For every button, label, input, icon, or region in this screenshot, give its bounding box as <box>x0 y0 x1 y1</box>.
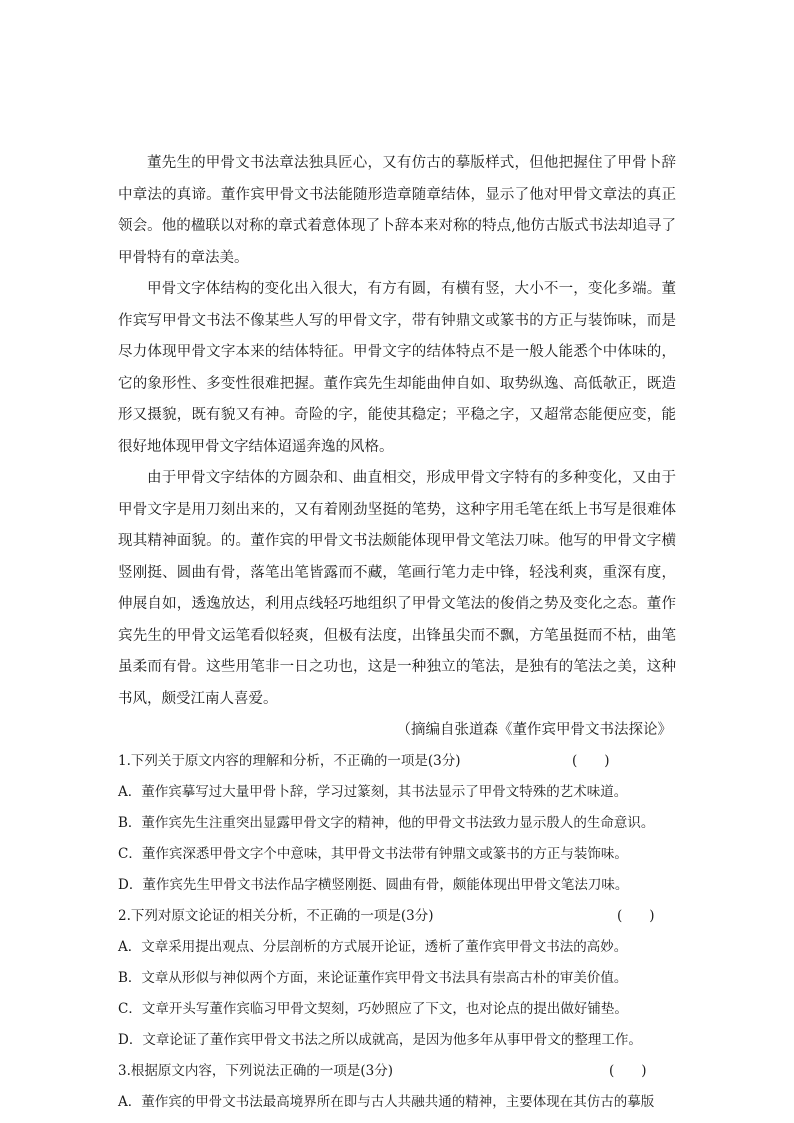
option-c: C．文章开头写董作宾临习甲骨文契刻，巧妙照应了下文，也对论点的提出做好铺垫。 <box>118 1001 628 1017</box>
question-3 <box>118 1056 676 1118</box>
option-d: D．文章论证了董作宾甲骨文书法之所以成就高，是因为他多年从事甲骨文的整理工作。 <box>118 1032 642 1048</box>
question-stem <box>118 746 676 777</box>
document-page <box>118 148 676 1118</box>
question-stem-text: 3.根据原文内容，下列说法正确的一项是(3分) <box>118 1063 394 1079</box>
question-stem-text: 2.下列对原文论证的相关分析，不正确的一项是(3分) <box>118 908 434 924</box>
question-stem <box>118 1056 676 1087</box>
question-1 <box>118 746 676 901</box>
option-b: B．文章从形似与神似两个方面，来论证董作宾甲骨文书法具有崇高古朴的审美价值。 <box>118 970 628 986</box>
question-stem <box>118 901 676 932</box>
answer-blank: ( ) <box>572 753 610 769</box>
passage-paragraph-1: 董先生的甲骨文书法章法独具匠心，又有仿古的摹版样式，但他把握住了甲骨卜辞中章法的真谛。董作宾甲骨文书法能随形造章随章结体，显示了他对甲骨文章法的真正领会。他的楹联以对称的章式着意体现了卜辞本来对称的特点,他仿古版式书法却追寻了甲骨特有的章法美。 <box>118 155 676 266</box>
passage-source: （摘编自张道森《董作宾甲骨文书法探论》 <box>396 722 672 738</box>
question-2 <box>118 901 676 1056</box>
option-a: A．文章采用提出观点、分层剖析的方式展开论证，透析了董作宾甲骨文书法的高妙。 <box>118 939 628 955</box>
option-b: B．董作宾先生注重突出显露甲骨文字的精神，他的甲骨文书法致力显示殷人的生命意识。 <box>118 815 655 831</box>
option-d: D．董作宾先生甲骨文书法作品字横竖刚挺、圆曲有骨，颇能体现出甲骨文笔法刀味。 <box>118 877 629 893</box>
option-a: A．董作宾摹写过大量甲骨卜辞，学习过篆刻，其书法显示了甲骨文特殊的艺术味道。 <box>118 784 628 800</box>
option-c: C．董作宾深悉甲骨文字个中意味，其甲骨文书法带有钟鼎文或篆书的方正与装饰味。 <box>118 846 628 862</box>
answer-blank: ( ) <box>617 908 655 924</box>
option-a: A．董作宾的甲骨文书法最高境界所在即与古人共融共通的精神，主要体现在其仿古的摹版 <box>118 1094 655 1110</box>
passage-paragraph-2: 甲骨文字体结构的变化出入很大，有方有圆，有横有竖，大小不一，变化多端。董作宾写甲骨文书法不像某些人写的甲骨文字，带有钟鼎文或篆书的方正与装饰味，而是尽力体现甲骨文字本来的结体特征。甲骨文字的结体特点不是一般人能悉个中体味的，它的象形性、多变性很难把握。董作宾先生却能曲伸自如、取势纵逸、高低欹正，既造形又摄貌，既有貌又有神。奇险的字，能使其稳定；平稳之字，又超常态能便应变，能很好地体现甲骨文字结体迢遥奔逸的风格。 <box>118 281 676 455</box>
passage-paragraph-3: 由于甲骨文字结体的方圆杂和、曲直相交，形成甲骨文字特有的多种变化，又由于甲骨文字是用刀刻出来的，又有着刚劲坚挺的笔势，这种字用毛笔在纸上书写是很难体现其精神面貌。的。董作宾的甲骨文书法颇能体现甲骨文笔法刀味。他写的甲骨文字横竖刚挺、圆曲有骨，落笔出笔皆露而不藏，笔画行笔力走中锋，轻浅利爽，重深有度，伸展自如，透逸放达，利用点线轻巧地组织了甲骨文笔法的俊俏之势及变化之态。董作宾先生的甲骨文运笔看似轻爽，但极有法度，出锋虽尖而不飘，方笔虽挺而不枯，曲笔虽柔而有骨。这些用笔非一日之功也，这是一种独立的笔法，是独有的笔法之美，这种书风，颇受江南人喜爱。 <box>118 470 676 707</box>
question-stem-text: 1.下列关于原文内容的理解和分析，不正确的一项是(3分) <box>118 753 461 769</box>
answer-blank: ( ) <box>609 1063 647 1079</box>
